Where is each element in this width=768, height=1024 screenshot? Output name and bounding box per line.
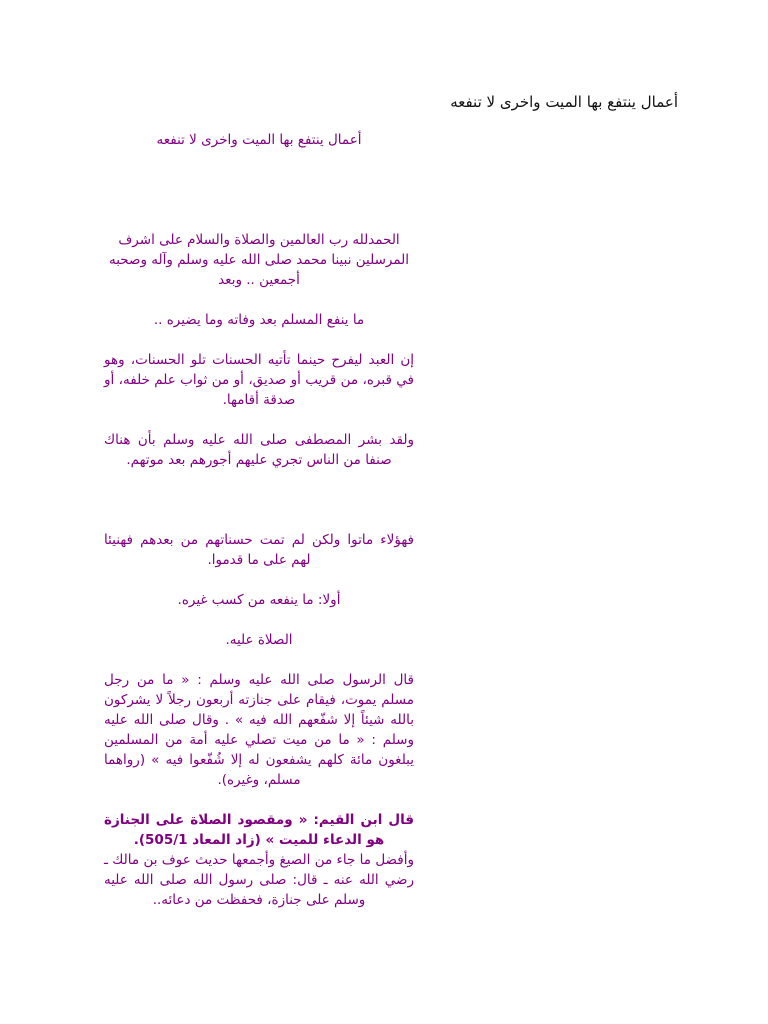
page-title: أعمال ينتفع بها الميت واخرى لا تنفعه [450,93,678,111]
first-heading: أولا: ما ينفعه من كسب غيره. [177,592,341,608]
joy-paragraph: إن العبد ليفرح حينما تأتيه الحسنات تلو الحسنات، وهو في قبره، من قريب أو صديق، أو من ثواب علم خلفه، أو صدقة أقامها. [104,352,414,408]
ibn-qayyim-quote: قال ابن القيم: « ومقصود الصلاة على الجنازة هو الدعاء للميت » (زاد المعاد 505/1). [104,812,414,848]
they-died-paragraph: فهؤلاء ماتوا ولكن لم تمت حسناتهم من بعدهم فهنيئا لهم على ما قدموا. [104,532,414,568]
article-title: أعمال ينتفع بها الميت واخرى لا تنفعه [156,132,362,148]
ibn-qayyim-block [104,810,414,910]
intro-paragraph: الحمدلله رب العالمين والصلاة والسلام على اشرف المرسلين نبينا محمد صلى الله عليه وسلم وآله وصحبه أجمعين .. وبعد [108,232,409,288]
prayer-heading: الصلاة عليه. [225,632,293,648]
subtitle-paragraph: ما ينفع المسلم بعد وفاته وما يضيره .. [153,312,365,328]
glad-tidings-paragraph: ولقد بشر المصطفى صلى الله عليه وسلم بأن هناك صنفا من الناس تجري عليهم أجورهم بعد موتهم. [104,432,414,468]
hadith-paragraph: قال الرسول صلى الله عليه وسلم : « ما من رجل مسلم يموت، فيقام على جنازته أربعون رجلاً لا يشركون بالله شيئاً إلا شفّعهم الله فيه » . وقال صلى الله عليه وسلم : « ما من ميت تصلي عليه أمة من المسلمين يبلغون مائة كلهم يشفعون له إلا شُفّعوا فيه » (رواهما مسلم، وغيره). [104,672,414,788]
best-form-paragraph: وأفضل ما جاء من الصيغ وأجمعها حديث عوف بن مالك ـ رضي الله عنه ـ قال: صلى رسول الله صلى الله عليه وسلم على جنازة، فحفظت من دعائه.. [104,852,414,908]
